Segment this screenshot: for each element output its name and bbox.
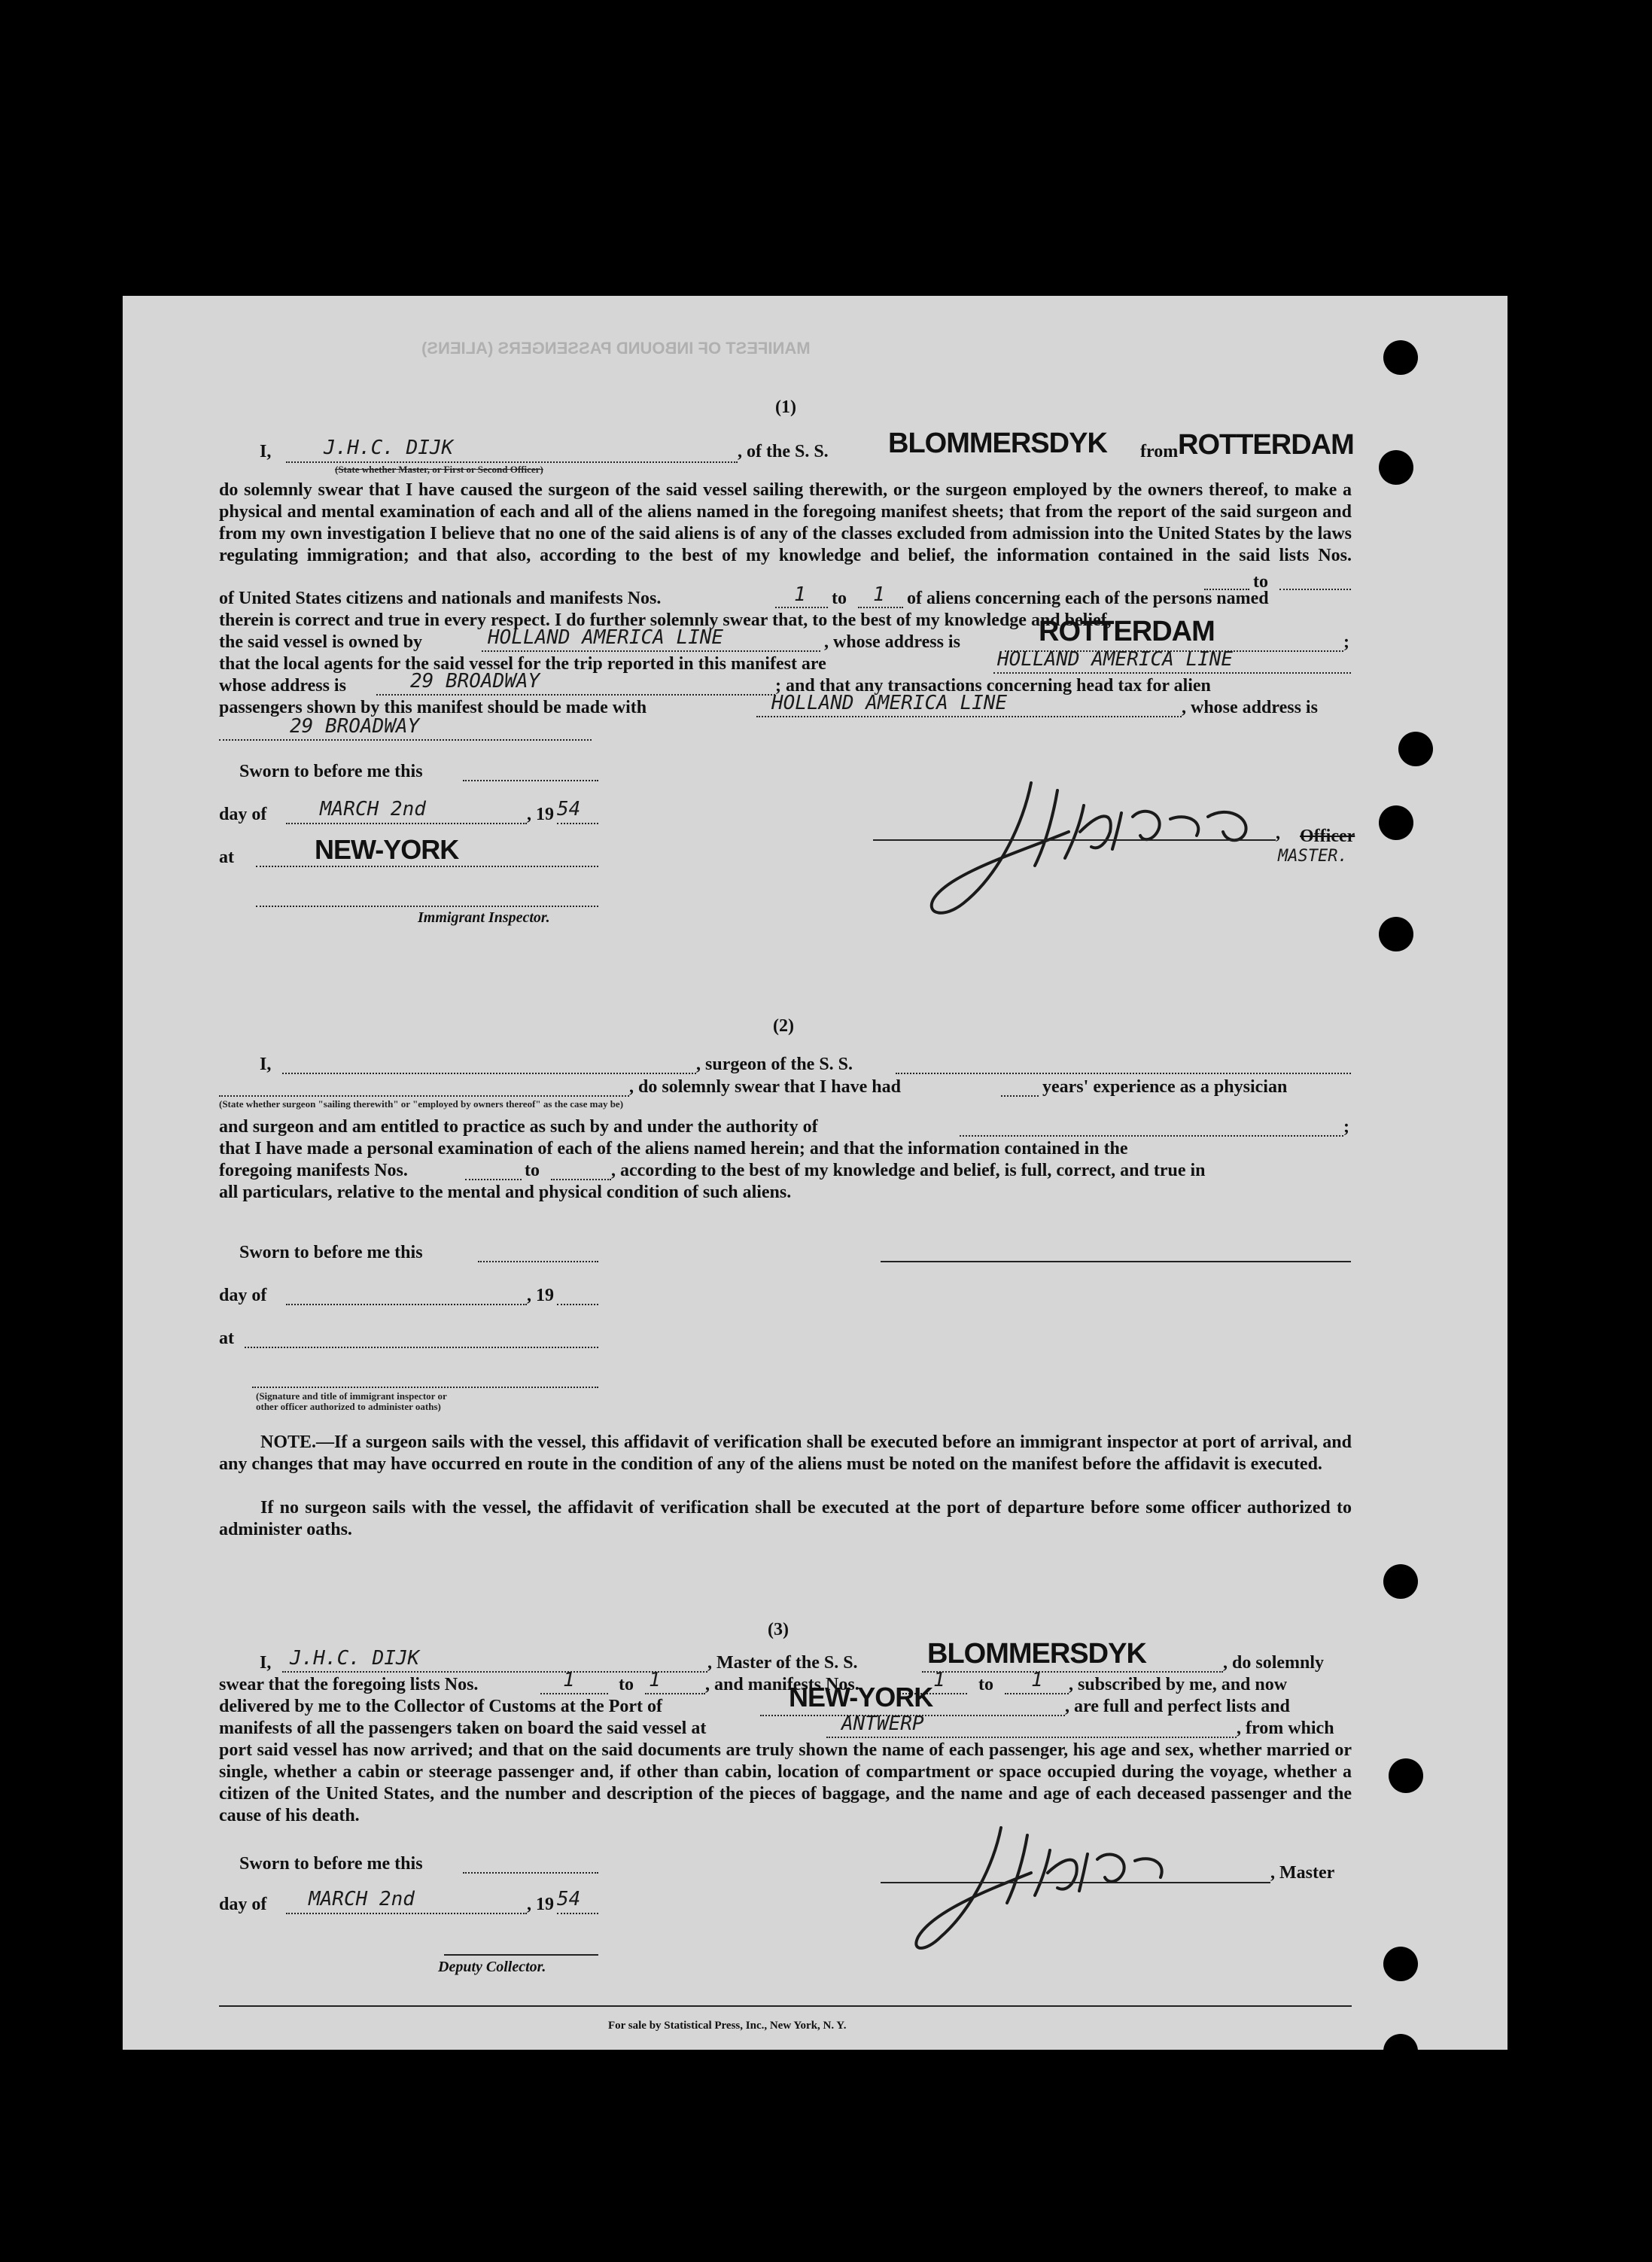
s1-owned-b: , whose address is <box>824 632 960 652</box>
s1-manifest-to: 1 <box>873 583 885 606</box>
master-signature <box>881 1805 1212 1971</box>
s1-year: 54 <box>557 798 581 820</box>
s1-day-of: day of <box>219 805 267 824</box>
s1-of-ss: , of the S. S. <box>738 442 829 461</box>
s1-sworn: Sworn to before me this <box>239 762 423 781</box>
s1-i: I, <box>260 442 272 461</box>
s3-date: MARCH 2nd <box>309 1888 415 1910</box>
s3-ship-name: BLOMMERSDYK <box>927 1638 1146 1670</box>
punch-hole <box>1383 1564 1418 1599</box>
s1-whose-address: whose address is <box>219 676 346 696</box>
s3-i: I, <box>260 1653 272 1673</box>
s1-citizens-b: of aliens concerning each of the persons named <box>907 589 1269 608</box>
footer-printer: For sale by Statistical Press, Inc., New York, N. Y. <box>608 2020 847 2032</box>
punch-hole <box>1383 1947 1418 1981</box>
s1-officer-title: MASTER. <box>1278 847 1348 866</box>
s3-sworn: Sworn to before me this <box>239 1854 423 1874</box>
punch-hole <box>1379 805 1413 840</box>
s2-years: years' experience as a physician <box>1042 1077 1288 1097</box>
s2-sworn: Sworn to before me this <box>239 1243 423 1262</box>
punch-hole <box>1383 2034 1418 2069</box>
s3-swear-lists: swear that the foregoing lists Nos. <box>219 1675 479 1694</box>
punch-hole <box>1389 1758 1423 1793</box>
s3-solemnly: , do solemnly <box>1223 1653 1325 1673</box>
s2-swear: , do solemnly swear that I have had <box>629 1077 901 1097</box>
s1-passengers-a: passengers shown by this manifest should be made with <box>219 698 647 717</box>
s1-officer-struck: Officer <box>1300 827 1355 846</box>
s1-correct-line: therein is correct and true in every respect. I do further solemnly swear that, to the best of my knowledge and belief, <box>219 610 1112 630</box>
s1-to-2: to <box>832 589 847 608</box>
s1-date: MARCH 2nd <box>320 798 426 820</box>
s3-master-name: J.H.C. DIJK <box>290 1647 420 1670</box>
s3-deputy-caption: Deputy Collector. <box>438 1959 546 1975</box>
s3-year: 54 <box>557 1888 581 1910</box>
s1-citizens-a: of United States citizens and nationals and manifests Nos. <box>219 589 662 608</box>
s3-manifests-to: 1 <box>1031 1669 1043 1691</box>
s3-manifests-all: manifests of all the passengers taken on board the said vessel at <box>219 1719 707 1738</box>
s1-year-prefix: , 19 <box>527 805 554 824</box>
s2-line4: that I have made a personal examination of each of the aliens named herein; and that the information contained in the <box>219 1139 1128 1158</box>
s1-to: to <box>1253 572 1268 592</box>
punch-hole <box>1379 450 1413 485</box>
s1-owner-address: ROTTERDAM <box>1039 616 1215 647</box>
section-2-number: (2) <box>773 1016 794 1036</box>
s3-port: NEW-YORK <box>789 1682 933 1712</box>
s3-from-which: , from which <box>1237 1719 1334 1738</box>
s3-delivered: delivered by me to the Collector of Customs at the Port of <box>219 1697 662 1716</box>
s3-and-manifests: , and manifests Nos. <box>705 1675 859 1694</box>
s2-line3: and surgeon and am entitled to practice as such by and under the authority of <box>219 1117 818 1137</box>
s3-lists-to: 1 <box>649 1669 661 1691</box>
s1-paragraph: do solemnly swear that I have caused the surgeon of the said vessel sailing therewith, or the surgeon employed by the owners thereof, to make a physical and mental examination of each and all of the aliens named in the foregoing manifest sheets; that from the report of the said surgeon and from my own investigation I believe that no one of the said aliens is of any of the classes excluded from admission into the United States by the laws regulating immigration; and that also, according to the best of my knowledge and belief, the information contained in the said lists Nos. <box>219 480 1352 565</box>
s3-full-perfect: , are full and perfect lists and <box>1065 1697 1290 1716</box>
punch-hole <box>1379 917 1413 951</box>
s1-headtax-with: HOLLAND AMERICA LINE <box>771 692 1008 714</box>
s1-transactions: ; and that any transactions concerning head tax for alien <box>775 676 1211 696</box>
s2-to: to <box>525 1161 540 1180</box>
s1-inspector-caption: Immigrant Inspector. <box>418 909 550 926</box>
s3-master-title: , Master <box>1270 1863 1335 1883</box>
punch-hole <box>1398 732 1433 766</box>
s2-caption: (State whether surgeon "sailing therewith" or "employed by owners thereof" as the case may be) <box>219 1098 624 1110</box>
s1-agents: HOLLAND AMERICA LINE <box>997 648 1234 671</box>
s3-master-of: , Master of the S. S. <box>707 1653 858 1673</box>
s3-boarded-at: ANTWERP <box>841 1712 924 1735</box>
s2-surgeon-of: , surgeon of the S. S. <box>696 1055 853 1074</box>
s2-note-1-text: —If a surgeon sails with the vessel, this affidavit of verification shall be executed before an immigrant inspector at port of arrival, and any changes that may have occurred en route in the condition of any of the aliens must be noted on the manifest before the affidavit is executed. <box>219 1432 1352 1474</box>
s3-paragraph: port said vessel has now arrived; and that on the said documents are truly shown the name of each passenger, his age and sex, whether married or single, whether a cabin or steerage passenger and, if other than cabin, location of compartment or space occupied during the voyage, whether a citizen of the United States, and the number and description of the pieces of baggage, and the name and age of each deceased passenger and the cause of his death. <box>219 1740 1352 1825</box>
bleed-through-header: MANIFEST OF INBOUND PASSENGERS (ALIENS) <box>421 339 811 358</box>
section-3-number: (3) <box>768 1620 789 1639</box>
s1-ship-name: BLOMMERSDYK <box>888 428 1107 459</box>
s3-year-prefix: , 19 <box>527 1895 554 1914</box>
punch-hole <box>1383 340 1418 375</box>
s3-to-1: to <box>619 1675 634 1694</box>
s3-to-2: to <box>978 1675 993 1694</box>
s3-lists-from: 1 <box>563 1669 575 1691</box>
s1-whose-address-2: , whose address is <box>1182 698 1318 717</box>
s2-line5a: foregoing manifests Nos. <box>219 1161 408 1180</box>
s2-day-of: day of <box>219 1286 267 1305</box>
s1-master-name: J.H.C. DIJK <box>324 437 454 459</box>
s1-manifest-from: 1 <box>794 583 806 606</box>
s2-at: at <box>219 1329 234 1348</box>
section-1-number: (1) <box>775 397 796 417</box>
master-signature <box>873 760 1295 926</box>
s1-place: NEW-YORK <box>315 834 459 865</box>
s2-note-1 <box>219 1432 1352 1475</box>
s2-line6: all particulars, relative to the mental and physical condition of such aliens. <box>219 1183 792 1202</box>
s2-note-2: If no surgeon sails with the vessel, the affidavit of verification shall be executed at the port of departure before some officer authorized to administer oaths. <box>219 1498 1352 1539</box>
s1-at: at <box>219 848 234 867</box>
s2-note-label: NOTE. <box>260 1432 317 1452</box>
s2-i: I, <box>260 1055 272 1074</box>
s1-port: ROTTERDAM <box>1178 429 1354 461</box>
s2-line5b: , according to the best of my knowledge and belief, is full, correct, and true in <box>611 1161 1206 1180</box>
s1-from: from <box>1140 442 1179 461</box>
s2-year-prefix: , 19 <box>527 1286 554 1305</box>
s1-owner: HOLLAND AMERICA LINE <box>488 626 724 649</box>
s1-owned-a: the said vessel is owned by <box>219 632 423 652</box>
s1-master-caption: (State whether Master, or First or Second Officer) <box>335 464 543 475</box>
s3-subscribed: , subscribed by me, and now <box>1069 1675 1288 1694</box>
s2-sig-caption-2: other officer authorized to administer oaths) <box>256 1401 441 1412</box>
s3-day-of: day of <box>219 1895 267 1914</box>
s1-agents-address: 29 BROADWAY <box>410 670 540 693</box>
s1-headtax-address: 29 BROADWAY <box>290 715 420 738</box>
s2-sig-caption-1: (Signature and title of immigrant inspector or <box>256 1390 447 1402</box>
s1-agents-a: that the local agents for the said vessel for the trip reported in this manifest are <box>219 654 826 674</box>
s3-manifests-from: 1 <box>933 1669 945 1691</box>
